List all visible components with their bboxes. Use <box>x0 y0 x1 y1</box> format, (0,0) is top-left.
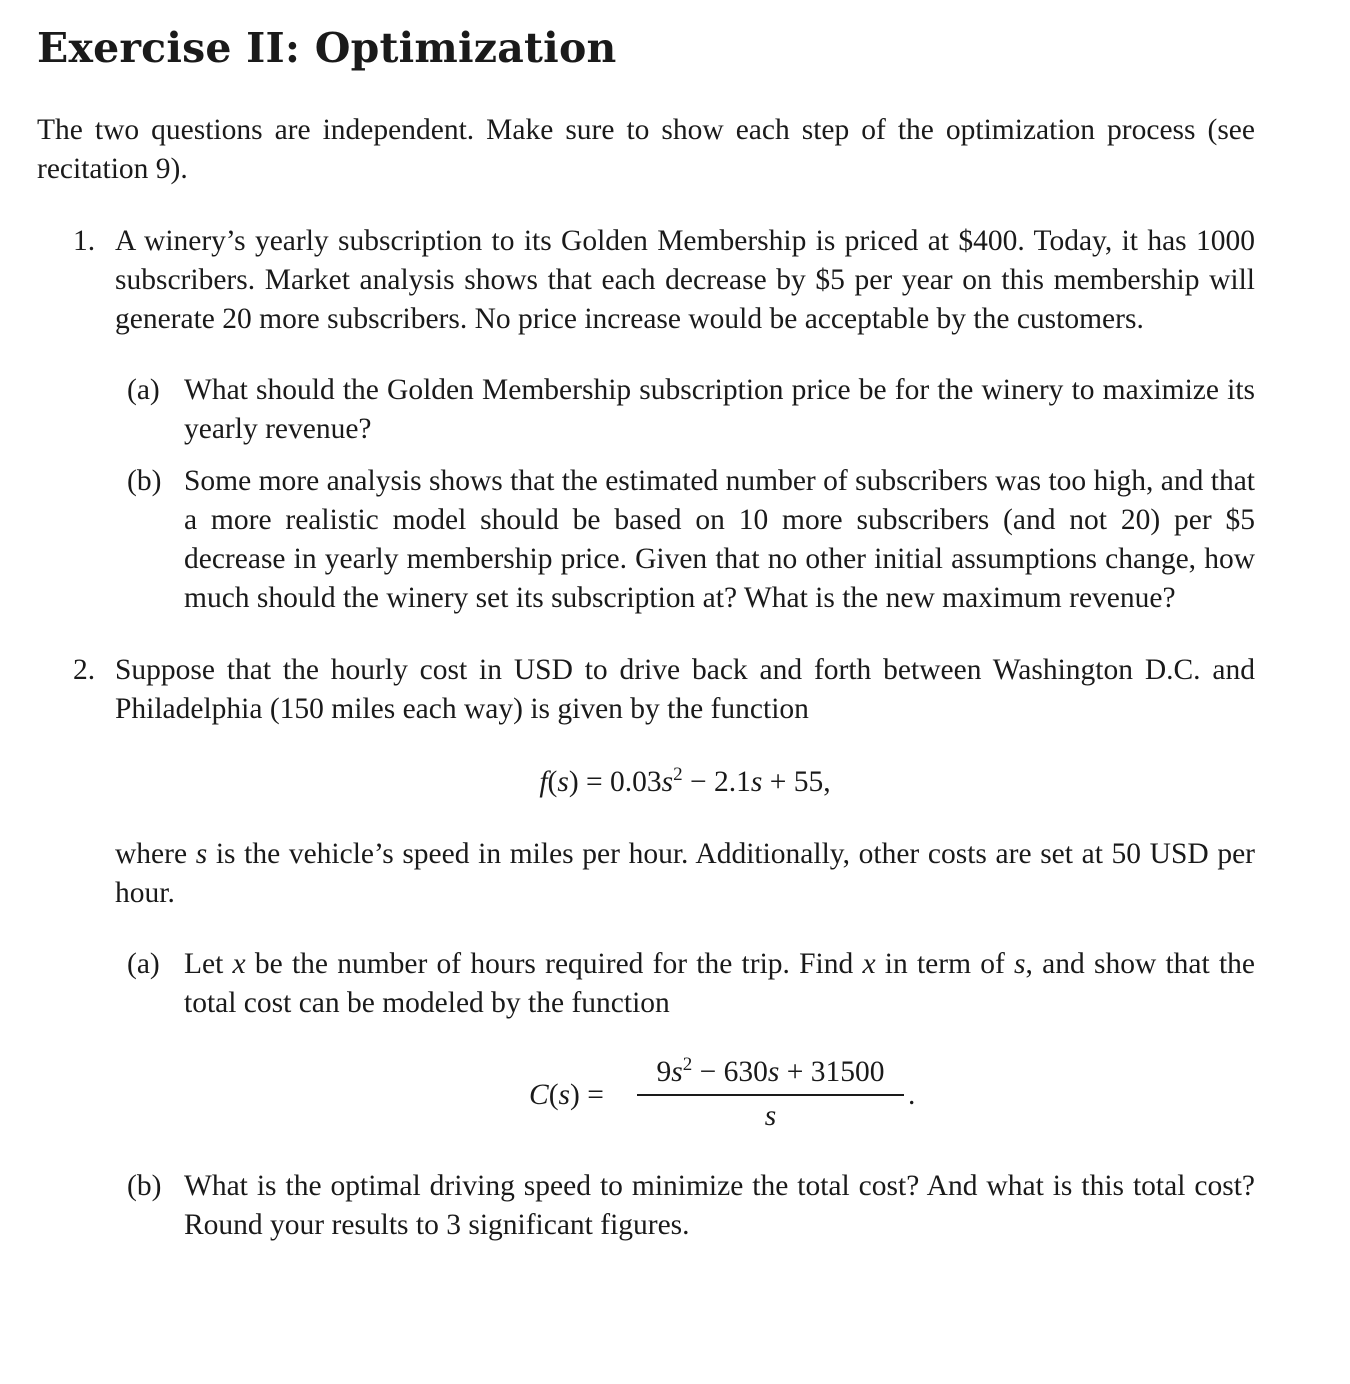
question-1 <box>37 222 1255 618</box>
question-2b-label: (b) <box>127 1170 162 1202</box>
question-1-number: 1. <box>73 225 96 257</box>
question-2 <box>37 651 1255 1245</box>
question-2a-text: Let x be the number of hours required for the trip. Find x in term of s, and show that the total cost can be modeled by the function <box>184 948 1255 1019</box>
question-1b-text: Some more analysis shows that the estimated number of subscribers was too high, and that a more realistic model should be based on 10 more subscribers (and not 20) per $5 decrease in yearly membership price. Given that no other initial assumptions change, how much should the winery set its subscription at? What is the new maximum revenue? <box>184 465 1255 614</box>
question-1a <box>115 371 1255 449</box>
question-1-text: A winery’s yearly subscription to its Golden Membership is priced at $400. Today, it has 1000 subscribers. Market analysis shows that each decrease by $5 per year on this membership will generate 20 more subscribers. No price increase would be acceptable by the customers. <box>115 225 1255 335</box>
equation-c-lhs: C(s) = <box>529 1079 604 1111</box>
equation-c <box>184 1054 1255 1134</box>
question-1-subparts <box>115 371 1255 618</box>
question-1a-text: What should the Golden Membership subscription price be for the winery to maximize its yearly revenue? <box>184 374 1255 445</box>
equation-c-denominator: s <box>764 1100 777 1132</box>
question-2b <box>115 1167 1255 1245</box>
question-2a-label: (a) <box>127 948 160 980</box>
question-2-number: 2. <box>73 654 96 686</box>
question-2-text: Suppose that the hourly cost in USD to drive back and forth between Washington D.C. and Philadelphia (150 miles each way) is given by the function <box>115 654 1255 725</box>
question-2b-text: What is the optimal driving speed to minimize the total cost? And what is this total cost? Round your results to 3 significant figures. <box>184 1170 1255 1241</box>
equation-c-period: . <box>908 1079 916 1111</box>
equation-f: $f(s) = 0.03s^2 - 2.1s + 55$, <box>539 764 831 798</box>
question-1b-label: (b) <box>127 465 162 497</box>
page-title: Exercise II: Optimization <box>37 24 617 72</box>
fraction-bar <box>637 1094 904 1096</box>
question-2-followup: where s is the vehicle’s speed in miles per hour. Additionally, other costs are set at 50 USD per hour. <box>115 838 1255 909</box>
question-1b <box>115 462 1255 618</box>
question-2-subparts <box>115 945 1255 1245</box>
equation-c-numerator: $9s^2 - 630s + 31500$ <box>656 1054 885 1088</box>
question-2a <box>115 945 1255 1134</box>
question-1a-label: (a) <box>127 374 160 406</box>
document-page <box>37 22 1255 1245</box>
intro-paragraph: The two questions are independent. Make sure to show each step of the optimization process (see recitation 9). <box>37 114 1255 185</box>
